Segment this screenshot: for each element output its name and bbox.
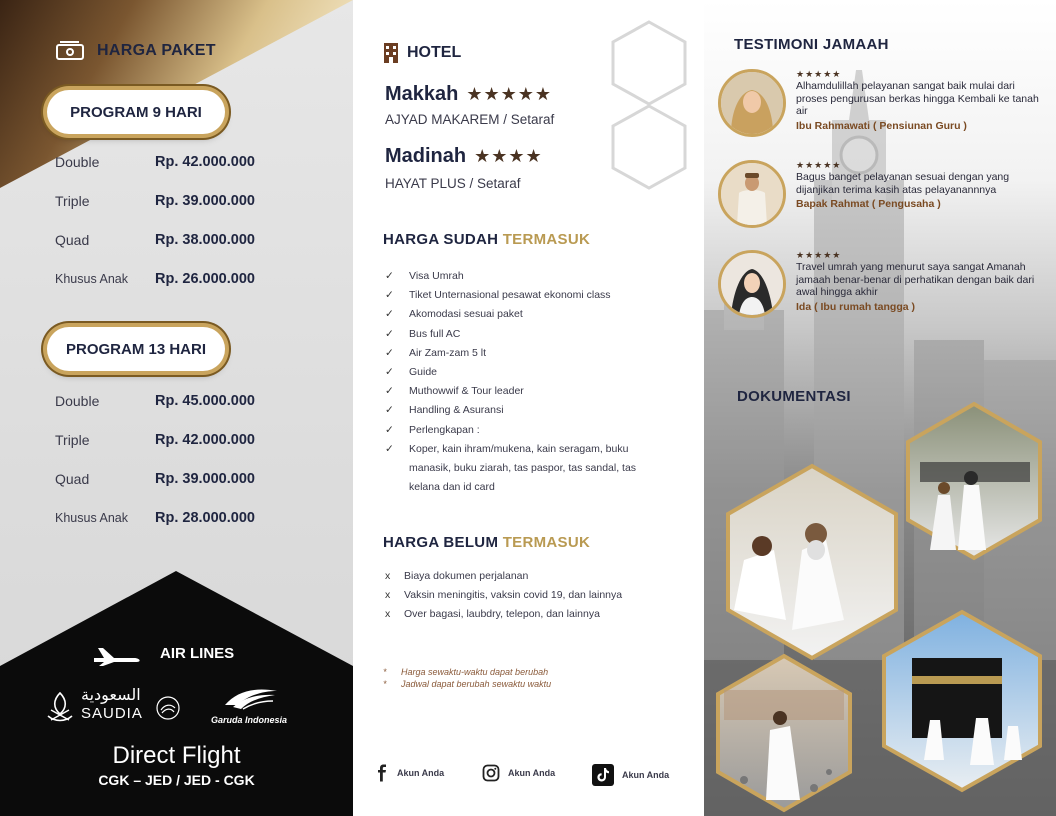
- excluded-list: [385, 567, 685, 625]
- photo-hexagon: [908, 404, 1040, 558]
- list-item-text: Handling & Asuransi: [409, 404, 504, 417]
- price-row: [55, 393, 315, 409]
- price-row: [55, 510, 315, 526]
- photo-hexagon: [718, 656, 850, 810]
- avatar: [718, 250, 786, 318]
- check-icon: ✓: [385, 385, 394, 398]
- price-row: [55, 271, 315, 287]
- testimonial-author: Ida ( Ibu rumah tangga ): [796, 300, 916, 313]
- garuda-logo-text: Garuda Indonesia: [211, 715, 288, 725]
- list-item-text: Vaksin meningitis, vaksin covid 19, dan lainnya: [404, 589, 623, 602]
- star-rating: ★★★★: [474, 146, 543, 167]
- saudia-emblem-icon: [45, 690, 75, 724]
- instagram-icon: [482, 764, 500, 782]
- testimonial-text: Travel umrah yang menurut saya sangat Amanah jamaah benar-benar di perhatikan dengan baik dari awal hingga akhir: [796, 261, 1035, 298]
- testimonial-author: Bapak Rahmat ( Pengusaha ): [796, 198, 941, 210]
- price-value: Rp. 42.000.000: [155, 432, 255, 448]
- price-row: [55, 471, 315, 487]
- list-item-text: Bus full AC: [409, 327, 461, 340]
- excluded-title-accent: TERMASUK: [502, 534, 591, 551]
- star-rating: ★★★★★: [796, 161, 842, 171]
- list-item: [385, 305, 685, 324]
- hotel-title: HOTEL: [407, 44, 462, 61]
- check-icon: ✓: [385, 404, 394, 417]
- madinah-row: [385, 145, 543, 168]
- makkah-row: [385, 83, 552, 106]
- flight-route: CGK – JED / JED - CGK: [98, 772, 255, 788]
- garuda-bird-icon: [223, 685, 281, 711]
- hexagon-decoration: [605, 18, 695, 193]
- cross-icon: x: [385, 589, 391, 602]
- testimonial-title: TESTIMONI JAMAAH: [734, 36, 889, 53]
- skyteam-icon: [155, 695, 181, 721]
- documentation-gallery: [704, 400, 1056, 816]
- check-icon: ✓: [385, 289, 394, 302]
- price-row: [55, 154, 315, 170]
- list-item: [385, 421, 685, 440]
- price-panel: [0, 0, 353, 816]
- room-type-label: Triple: [55, 193, 90, 209]
- room-type-label: Double: [55, 154, 100, 170]
- social-label: Akun Anda: [508, 768, 556, 778]
- list-item: [385, 401, 685, 420]
- included-list: [385, 267, 685, 497]
- list-item-text: Visa Umrah: [409, 270, 464, 282]
- photo-hexagon: [728, 466, 896, 658]
- money-icon: [55, 40, 85, 62]
- note-text: Jadwal dapat berubah sewaktu waktu: [401, 679, 552, 689]
- list-item-text: Air Zam-zam 5 lt: [409, 346, 487, 359]
- list-item: [385, 325, 685, 344]
- person-photo-icon: [721, 72, 783, 134]
- city-name: Madinah: [385, 145, 467, 167]
- included-title: HARGA SUDAH: [383, 231, 503, 248]
- airline-logos: [45, 685, 305, 730]
- social-instagram[interactable]: [482, 764, 555, 782]
- room-type-label: Quad: [55, 232, 90, 248]
- price-row: [55, 432, 315, 448]
- price-value: Rp. 28.000.000: [155, 510, 255, 526]
- price-value: Rp. 26.000.000: [155, 271, 255, 287]
- list-item-continued: [385, 459, 685, 478]
- included-header: [383, 231, 590, 248]
- star-rating: ★★★★★: [796, 251, 842, 261]
- cross-icon: x: [385, 608, 391, 621]
- social-label: Akun Anda: [622, 770, 670, 780]
- note-text: Harga sewaktu-waktu dapat berubah: [401, 667, 549, 677]
- airplane-icon: [92, 644, 144, 666]
- avatar: [718, 160, 786, 228]
- list-item-text: Tiket Unternasional pesawat ekonomi class: [409, 289, 611, 302]
- star-rating: ★★★★★: [466, 84, 553, 105]
- room-type-label: Double: [55, 393, 100, 409]
- saudia-logo-text: SAUDIA: [81, 705, 143, 722]
- price-title: HARGA PAKET: [97, 42, 216, 59]
- star-rating: ★★★★★: [796, 70, 842, 80]
- price-value: Rp. 45.000.000: [155, 393, 255, 409]
- check-icon: ✓: [385, 327, 394, 340]
- testimonial-panel: [704, 0, 1056, 816]
- details-panel: [353, 0, 704, 816]
- list-item: [385, 567, 685, 586]
- check-icon: ✓: [385, 346, 394, 359]
- check-icon: ✓: [385, 423, 394, 436]
- saudia-arabic: السعودية: [81, 685, 141, 704]
- social-facebook[interactable]: [375, 764, 444, 782]
- notes: [383, 666, 551, 690]
- tiktok-icon: [592, 764, 614, 786]
- building-icon: [383, 42, 399, 64]
- cross-icon: x: [385, 570, 391, 582]
- social-label: Akun Anda: [397, 768, 445, 778]
- price-value: Rp. 39.000.000: [155, 193, 255, 209]
- price-value: Rp. 39.000.000: [155, 471, 255, 487]
- city-name: Makkah: [385, 83, 459, 105]
- list-item: [385, 267, 685, 286]
- hotel-name: AJYAD MAKAREM / Setaraf: [385, 112, 555, 127]
- facebook-icon: [375, 764, 389, 782]
- room-type-label: Quad: [55, 471, 90, 487]
- list-item-text: Biaya dokumen perjalanan: [404, 570, 529, 582]
- direct-flight-title: Direct Flight: [112, 742, 241, 769]
- list-item-continued: [385, 478, 685, 497]
- avatar: [718, 69, 786, 137]
- documentation-title: DOKUMENTASI: [737, 388, 851, 405]
- airlines-title: AIR LINES: [160, 645, 235, 662]
- list-item: [385, 605, 685, 624]
- testimonial-author: Ibu Rahmawati ( Pensiunan Guru ): [796, 119, 967, 132]
- testimonial-text: Alhamdulillah pelayanan sangat baik mulai dari proses pengurusan berkas hingga Kembali ke tanah air: [796, 80, 1039, 117]
- included-title-accent: TERMASUK: [502, 231, 591, 248]
- program-9-badge: PROGRAM 9 HARI: [47, 90, 225, 134]
- note-line: * Jadwal dapat berubah sewaktu waktu: [383, 679, 552, 689]
- price-value: Rp. 42.000.000: [155, 154, 255, 170]
- excluded-header: [383, 534, 590, 551]
- program-13-badge: PROGRAM 13 HARI: [47, 327, 225, 371]
- excluded-title: HARGA BELUM: [383, 534, 503, 551]
- social-tiktok[interactable]: [592, 764, 669, 786]
- check-icon: ✓: [385, 308, 394, 321]
- room-type-label: Triple: [55, 432, 90, 448]
- price-row: [55, 193, 315, 209]
- list-item-text: Akomodasi sesuai paket: [409, 308, 523, 321]
- list-item-text: Guide: [409, 366, 438, 379]
- list-item-text: Over bagasi, laubdry, telepon, dan lainnya: [404, 608, 600, 621]
- list-item-text: Koper, kain ihram/mukena, kain seragam, buku: [409, 442, 629, 455]
- list-item: [385, 586, 685, 605]
- testimonial-text: Bagus banget pelayanan sesuai dengan yang dijanjikan terima kasih atas pelayanannnya: [796, 171, 1010, 196]
- check-icon: ✓: [385, 270, 394, 282]
- price-row: [55, 232, 315, 248]
- photo-hexagon: [884, 612, 1040, 790]
- person-photo-icon: [721, 163, 783, 225]
- list-item-text: manasik, buku ziarah, tas paspor, tas sandal, tas: [409, 462, 637, 475]
- list-item: [385, 363, 685, 382]
- price-value: Rp. 38.000.000: [155, 232, 255, 248]
- check-icon: ✓: [385, 366, 394, 379]
- list-item: [385, 440, 685, 459]
- list-item: [385, 286, 685, 305]
- price-header: [55, 40, 216, 62]
- hotel-header: [383, 42, 461, 64]
- list-item-text: kelana dan id card: [409, 481, 495, 494]
- list-item-text: Perlengkapan :: [409, 423, 480, 436]
- room-type-label: Khusus Anak: [55, 511, 128, 525]
- room-type-label: Khusus Anak: [55, 272, 128, 286]
- list-item: [385, 344, 685, 363]
- list-item-text: Muthowwif & Tour leader: [409, 385, 524, 398]
- hotel-name: HAYAT PLUS / Setaraf: [385, 176, 521, 191]
- list-item: [385, 382, 685, 401]
- note-line: * Harga sewaktu-waktu dapat berubah: [383, 667, 549, 677]
- person-photo-icon: [721, 253, 783, 315]
- check-icon: ✓: [385, 442, 394, 455]
